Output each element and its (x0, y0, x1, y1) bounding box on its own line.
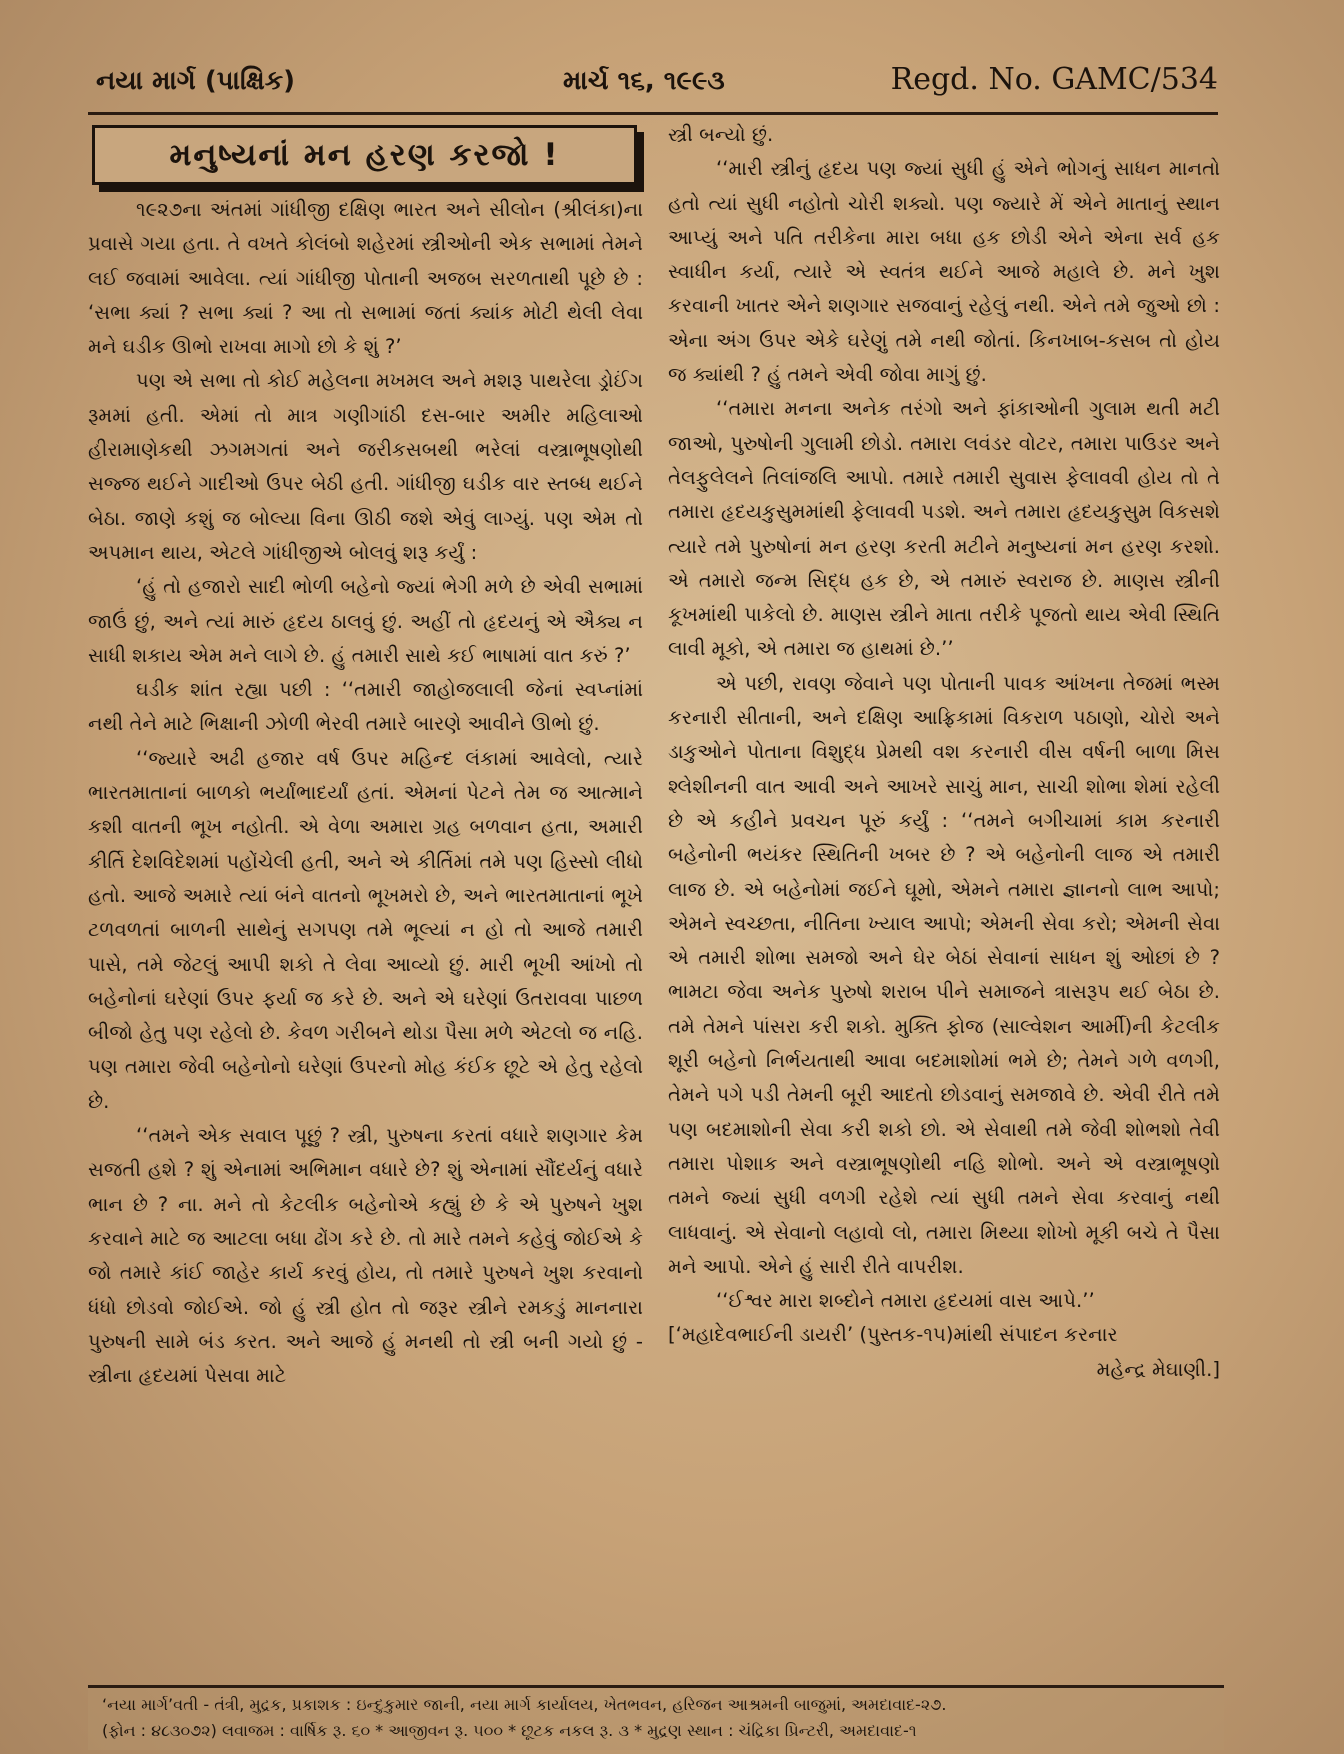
article-title-box (92, 125, 637, 185)
paragraph-continuation: સ્ત્રી બન્યો છું. (668, 123, 774, 146)
closing-quote: ‘‘ઈશ્વર મારા શબ્દોને તમારા હૃદયમાં વાસ આપે.’’ (716, 1289, 1095, 1313)
paragraph: ‘હું તો હજારો સાદી ભોળી બહેનો જ્યાં ભેગી મળે છે એવી સભામાં જાઉં છું, અને ત્યાં મારું હૃદય ઠાલવું છું. અહીં તો હૃદયનું એ ઐક્ય ન સાધી શકાય એમ મને લાગે છે. હું તમારી સાથે કઈ ભાષામાં વાત કરું ?’ (88, 575, 643, 667)
publication-name: નયા માર્ગ (પાક્ષિક) (96, 66, 295, 96)
page-header (88, 62, 1218, 115)
registration-number: Regd. No. GAMC/534 (890, 62, 1218, 97)
paragraph: ‘‘જ્યારે અઢી હજાર વર્ષ ઉપર મહિન્દ લંકામાં આવેલો, ત્યારે ભારતમાતાનાં બાળકો ભર્યાંભાદર્યાં હતાં. એમનાં પેટને તેમ જ આત્માને કશી વાતની ભૂખ નહોતી. એ વેળા અમારા ગ્રહ બળવાન હતા, અમારી કીર્તિ દેશવિદેશમાં પહોંચેલી હતી, અને એ કીર્તિમાં તમે પણ હિસ્સો લીધો હતો. આજે અમારે ત્યાં બંને વાતનો ભૂખમરો છે, અને ભારતમાતાનાં ભૂખે ટળવળતાં બાળની સાથેનું સગપણ તમે ભૂલ્યાં ન હો તો આજે તમારી પાસે, તમે જેટલું આપી શકો તે લેવા આવ્યો છું. મારી ભૂખી આંખો તો બહેનોનાં ઘરેણાં ઉપર ફર્યા જ કરે છે. અને એ ઘરેણાં ઉતરાવવા પાછળ બીજો હેતુ પણ રહેલો છે. કેવળ ગરીબને થોડા પૈસા મળે એટલો જ નહિ. પણ તમારા જેવી બહેનોનો ઘરેણાં ઉપરનો મોહ કંઈક છૂટે એ હેતુ રહેલો છે. (88, 746, 643, 1113)
article-title: મનુષ્યનાં મન હરણ કરજો ! (169, 136, 560, 173)
left-column (88, 125, 643, 1393)
citation-source: [‘મહાદેવભાઈની ડાયરી’ (પુસ્તક-૧૫)માંથી સંપાદન કરનાર (668, 1323, 1118, 1347)
imprint-line-1: ‘નયા માર્ગ’વતી - તંત્રી, મુદ્રક, પ્રકાશક : ઇન્દુકુમાર જાની, નયા માર્ગ કાર્યાલય, ખેતભવન, હરિજન આશ્રમની બાજુમાં, અમદાવાદ-૨૭. (102, 1695, 947, 1714)
issue-date: માર્ચ ૧૬, ૧૯૯૩ (563, 66, 725, 96)
paragraph: પણ એ સભા તો કોઈ મહેલના મખમલ અને મશરૂ પાથરેલા ડ્રોઈંગ રૂમમાં હતી. એમાં તો માત્ર ગણીગાંઠી દસ-બાર અમીર મહિલાઓ હીરામાણેકથી ઝગમગતાં અને જરીકસબથી ભરેલાં વસ્ત્રાભૂષણોથી સજ્જ થઈને ગાદીઓ ઉપર બેઠી હતી. ગાંધીજી ઘડીક વાર સ્તબ્ધ થઈને બેઠા. જાણે કશું જ બોલ્યા વિના ઊઠી જશે એવું લાગ્યું. પણ એમ તો અપમાન થાય, એટલે ગાંધીજીએ બોલવું શરૂ કર્યું : (88, 369, 643, 564)
paragraph: ઘડીક શાંત રહ્યા પછી : ‘‘તમારી જાહોજલાલી જેનાં સ્વપ્નાંમાં નથી તેને માટે ભિક્ષાની ઝોળી ભેરવી તમારે બારણે આવીને ઊભો છું. (88, 678, 643, 736)
right-column (668, 118, 1220, 1387)
citation-editor: મહેન્દ્ર મેઘાણી.] (1096, 1357, 1220, 1381)
paragraph: એ પછી, રાવણ જેવાને પણ પોતાની પાવક આંખના તેજમાં ભસ્મ કરનારી સીતાની, અને દક્ષિણ આફ્રિકામાં વિકરાળ પઠાણો, ચોરો અને ડાકુઓને પોતાના વિશુદ્ધ પ્રેમથી વશ કરનારી વીસ વર્ષની બાળા મિસ શ્લેશીનની વાત આવી અને આખરે સાચું માન, સાચી શોભા શેમાં રહેલી છે એ કહીને પ્રવચન પૂરું કર્યું : ‘‘તમને બગીચામાં કામ કરનારી બહેનોની ભયંકર સ્થિતિની ખબર છે ? એ બહેનોની લાજ એ તમારી લાજ છે. એ બહેનોમાં જઈને ઘૂમો, એમને તમારા જ્ઞાનનો લાભ આપો; એમને સ્વચ્છતા, નીતિના ખ્યાલ આપો; એમની સેવા કરો; એમની સેવા એ તમારી શોભા સમજો અને ઘેર બેઠાં સેવાનાં સાધન શું ઓછાં છે ? ભામટા જેવા અનેક પુરુષો શરાબ પીને સમાજને ત્રાસરૂપ થઈ બેઠા છે. તમે તેમને પાંસરા કરી શકો. મુક્તિ ફોજ (સાલ્વેશન આર્મી)ની કેટલીક શૂરી બહેનો નિર્ભયતાથી આવા બદમાશોમાં ભમે છે; તેમને ગળે વળગી, તેમને પગે પડી તેમની બૂરી આદતો છોડવાનું સમજાવે છે. એવી રીતે તમે પણ બદમાશોની સેવા કરી શકો છો. એ સેવાથી તમે જેવી શોભશો તેવી તમારા પોશાક અને વસ્ત્રાભૂષણોથી નહિ શોભો. અને એ વસ્ત્રાભૂષણો તમને જ્યાં સુધી વળગી રહેશે ત્યાં સુધી તમને સેવા કરવાનું નથી લાધવાનું. એ સેવાનો લહાવો લો, તમારા મિથ્યા શોખો મૂકી બચે તે પૈસા મને આપો. એને હું સારી રીતે વાપરીશ. (668, 671, 1220, 1278)
imprint-footer (88, 1685, 1224, 1750)
paragraph: ‘‘મારી સ્ત્રીનું હૃદય પણ જ્યાં સુધી હું એને ભોગનું સાધન માનતો હતો ત્યાં સુધી નહોતો ચોરી શક્યો. પણ જ્યારે મેં એને માતાનું સ્થાન આપ્યું અને પતિ તરીકેના મારા બધા હક છોડી એને એના સર્વ હક સ્વાધીન કર્યા, ત્યારે એ સ્વતંત્ર થઈને આજે મહાલે છે. મને ખુશ કરવાની ખાતર એને શણગાર સજવાનું રહેલું નથી. એને તમે જુઓ છો : એના અંગ ઉપર એકે ઘરેણું તમે નથી જોતાં. કિનખાબ-કસબ તો હોય જ ક્યાંથી ? હું તમને એવી જોવા માગું છું. (668, 157, 1220, 387)
imprint-line-2: (ફોન : ૪૮૩૦૭૨) લવાજમ : વાર્ષિક રૂ. ૬૦ * આજીવન રૂ. ૫૦૦ * છૂટક નકલ રૂ. ૩ * મુદ્રણ સ્થાન : ચંદ્રિકા પ્રિન્ટરી, અમદાવાદ-૧ (102, 1721, 917, 1740)
paragraph: ‘‘તમને એક સવાલ પૂછું ? સ્ત્રી, પુરુષના કરતાં વધારે શણગાર કેમ સજતી હશે ? શું એનામાં અભિમાન વધારે છે? શું એનામાં સૌંદર્યનું વધારે ભાન છે ? ના. મને તો કેટલીક બહેનોએ કહ્યું છે કે એ પુરુષને ખુશ કરવાને માટે જ આટલા બધા ઢોંગ કરે છે. તો મારે તમને કહેવું જોઈએ કે જો તમારે કાંઈ જાહેર કાર્ય કરવું હોય, તો તમારે પુરુષને ખુશ કરવાનો ધંધો છોડવો જોઈએ. જો હું સ્ત્રી હોત તો જરૂર સ્ત્રીને રમકડું માનનારા પુરુષની સામે બંડ કરત. અને આજે હું મનથી તો સ્ત્રી બની ગયો છું - સ્ત્રીના હૃદયમાં પેસવા માટે (88, 1124, 643, 1388)
paragraph: ૧૯૨૭ના અંતમાં ગાંધીજી દક્ષિણ ભારત અને સીલોન (શ્રીલંકા)ના પ્રવાસે ગયા હતા. તે વખતે કોલંબો શહેરમાં સ્ત્રીઓની એક સભામાં તેમને લઈ જવામાં આવેલા. ત્યાં ગાંધીજી પોતાની અજબ સરળતાથી પૂછે છે : ‘સભા ક્યાં ? સભા ક્યાં ? આ તો સભામાં જતાં ક્યાંક મોટી થેલી લેવા મને ઘડીક ઊભો રાખવા માગો છો કે શું ?’ (88, 198, 643, 359)
paragraph: ‘‘તમારા મનના અનેક તરંગો અને ફાંકાઓની ગુલામ થતી મટી જાઓ, પુરુષોની ગુલામી છોડો. તમારા લવંડર વોટર, તમારા પાઉડર અને તેલફુલેલને તિલાંજલિ આપો. તમારે તમારી સુવાસ ફેલાવવી હોય તો તે તમારા હૃદયકુસુમમાંથી ફેલાવવી પડશે. અને તમારા હૃદયકુસુમ વિકસશે ત્યારે તમે પુરુષોનાં મન હરણ કરતી મટીને મનુષ્યનાં મન હરણ કરશો. એ તમારો જન્મ સિદ્ધ હક છે, એ તમારું સ્વરાજ છે. માણસ સ્ત્રીની કૂખમાંથી પાકેલો છે. માણસ સ્ત્રીને માતા તરીકે પૂજતો થાય એવી સ્થિતિ લાવી મૂકો, એ તમારા જ હાથમાં છે.’’ (668, 397, 1220, 661)
citation (668, 1318, 1220, 1387)
